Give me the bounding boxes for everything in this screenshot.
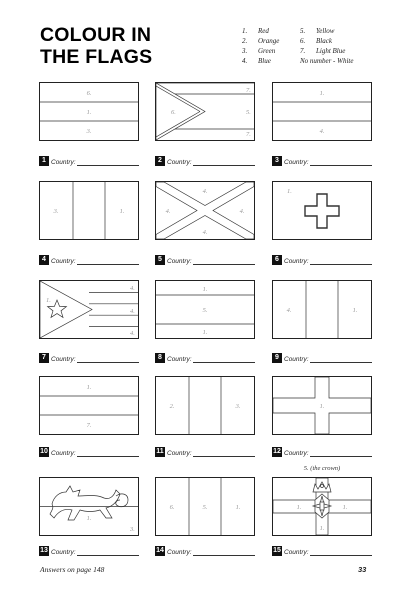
key-item xyxy=(300,26,353,36)
flag-number-badge: 4 xyxy=(39,255,49,265)
country-answer-14[interactable] xyxy=(155,545,255,556)
flag-number-badge: 14 xyxy=(156,547,164,554)
colour-mark: 5. xyxy=(202,307,208,314)
key-number: 5. xyxy=(300,27,306,35)
answer-line[interactable] xyxy=(193,449,255,457)
colour-mark: 1. xyxy=(119,208,125,215)
colour-mark: 4. xyxy=(239,208,245,215)
colour-mark: 1. xyxy=(202,286,208,293)
country-answer-13[interactable] xyxy=(39,545,139,556)
colour-mark: 1. xyxy=(342,504,348,511)
colour-key-column-1 xyxy=(242,26,279,66)
answer-line[interactable] xyxy=(193,257,255,265)
answer-line[interactable] xyxy=(310,257,372,265)
page-number: 33 xyxy=(358,565,367,574)
flag-13-drawing xyxy=(40,478,138,535)
country-answer-3[interactable] xyxy=(272,155,372,166)
country-label: Country: xyxy=(284,549,309,556)
answer-line[interactable] xyxy=(77,355,139,363)
flag-number-badge: 5 xyxy=(155,255,165,265)
key-number: 1. xyxy=(242,27,248,35)
country-label: Country: xyxy=(167,549,192,556)
flag-6-drawing xyxy=(273,182,371,239)
country-answer-8[interactable] xyxy=(155,352,255,363)
flag-12-drawing xyxy=(273,377,371,434)
country-label: Country: xyxy=(167,450,192,457)
flag-5[interactable] xyxy=(155,181,255,240)
flag-number-badge: 8 xyxy=(155,353,165,363)
flag-2-drawing xyxy=(156,83,254,140)
flag-number-badge: 11 xyxy=(156,448,164,455)
colour-mark: 5. xyxy=(246,109,251,116)
flag-11[interactable] xyxy=(155,376,255,435)
colour-mark: 3. xyxy=(86,128,92,135)
flag-14[interactable] xyxy=(155,477,255,536)
colour-mark: 4. xyxy=(319,128,325,135)
country-answer-7[interactable] xyxy=(39,352,139,363)
answer-line[interactable] xyxy=(77,257,139,265)
answer-line[interactable] xyxy=(310,449,372,457)
flag-8-drawing xyxy=(156,281,254,338)
key-label: Black xyxy=(316,37,332,45)
flag-6[interactable] xyxy=(272,181,372,240)
key-item xyxy=(242,36,279,46)
colour-mark: 6. xyxy=(86,90,92,97)
colour-mark: 4. xyxy=(286,307,292,314)
country-label: Country: xyxy=(51,159,76,166)
country-label: Country: xyxy=(284,450,309,457)
flag-1[interactable] xyxy=(39,82,139,141)
colour-mark: 1. xyxy=(86,384,92,391)
flag-9-drawing xyxy=(273,281,371,338)
flag-number-badge: 2 xyxy=(155,156,165,166)
country-answer-2[interactable] xyxy=(155,155,255,166)
flag-number-badge: 12 xyxy=(273,448,281,455)
key-number: 7. xyxy=(300,47,306,55)
answer-line[interactable] xyxy=(77,548,139,556)
answer-line[interactable] xyxy=(193,548,255,556)
answer-line[interactable] xyxy=(77,449,139,457)
answer-line[interactable] xyxy=(77,158,139,166)
flag-number-badge: 15 xyxy=(273,547,281,554)
country-answer-10[interactable] xyxy=(39,446,139,457)
answer-line[interactable] xyxy=(193,355,255,363)
key-label: Blue xyxy=(258,57,271,65)
key-label: Orange xyxy=(258,37,280,45)
flag-number-badge: 7 xyxy=(39,353,49,363)
key-number: 3. xyxy=(242,47,248,55)
country-answer-5[interactable] xyxy=(155,254,255,265)
colour-mark: 4. xyxy=(202,229,208,236)
flag-1-drawing xyxy=(40,83,138,140)
key-item xyxy=(242,46,279,56)
colour-mark: 7. xyxy=(246,131,251,138)
colour-mark: 1. xyxy=(296,504,302,511)
country-answer-9[interactable] xyxy=(272,352,372,363)
answers-reference: Answers on page 148 xyxy=(40,565,105,574)
colour-mark: 1. xyxy=(287,188,292,195)
country-label: Country: xyxy=(284,159,309,166)
flag-number-badge: 10 xyxy=(40,448,48,455)
colour-mark: 1. xyxy=(352,307,358,314)
flag-5-drawing xyxy=(156,182,254,239)
flag-10-drawing xyxy=(40,377,138,434)
country-label: Country: xyxy=(51,258,76,265)
flag-number-badge: 3 xyxy=(272,156,282,166)
colour-mark: 4. xyxy=(130,330,135,337)
key-label: Red xyxy=(258,27,269,35)
flag-number-badge: 1 xyxy=(39,156,49,166)
flag-number-badge: 6 xyxy=(272,255,282,265)
country-answer-6[interactable] xyxy=(272,254,372,265)
flag-11-drawing xyxy=(156,377,254,434)
flag-10[interactable] xyxy=(39,376,139,435)
key-number: 4. xyxy=(242,57,248,65)
colour-mark: 1. xyxy=(46,297,51,304)
country-answer-15[interactable] xyxy=(272,545,372,556)
colour-mark: 4. xyxy=(130,285,135,292)
flag-13[interactable] xyxy=(39,477,139,536)
colour-mark: 1. xyxy=(319,525,325,532)
colour-mark: 1. xyxy=(86,109,92,116)
key-item xyxy=(300,46,353,56)
flag-9[interactable] xyxy=(272,280,372,339)
colour-mark: 5. xyxy=(202,504,208,511)
flag-number-badge: 9 xyxy=(272,353,282,363)
crown-note: 5. (the crown) xyxy=(303,465,341,472)
key-label: Light Blue xyxy=(316,47,346,55)
flag-3[interactable] xyxy=(272,82,372,141)
colour-mark: 6. xyxy=(171,109,176,116)
flag-4-drawing xyxy=(40,182,138,239)
colour-mark: 1. xyxy=(86,515,92,522)
title-line-2: THE FLAGS xyxy=(40,46,153,68)
answer-line[interactable] xyxy=(310,548,372,556)
flag-3-drawing xyxy=(273,83,371,140)
country-answer-1[interactable] xyxy=(39,155,139,166)
colour-mark: 7. xyxy=(86,422,92,429)
colour-key-column-2 xyxy=(300,26,353,66)
colour-mark: 6. xyxy=(169,504,175,511)
country-label: Country: xyxy=(167,159,192,166)
key-item xyxy=(242,26,279,36)
key-number: 6. xyxy=(300,37,306,45)
title-line-1: COLOUR IN xyxy=(40,24,152,46)
country-label: Country: xyxy=(284,356,309,363)
colour-mark: 3. xyxy=(53,208,59,215)
colour-mark: 3. xyxy=(235,403,241,410)
colour-mark: 1. xyxy=(202,329,208,336)
colour-mark: 4. xyxy=(165,208,171,215)
country-answer-11[interactable] xyxy=(155,446,255,457)
flag-8[interactable] xyxy=(155,280,255,339)
colour-mark: 1. xyxy=(319,403,325,410)
country-label: Country: xyxy=(167,258,192,265)
key-item xyxy=(300,36,353,46)
answer-line[interactable] xyxy=(193,158,255,166)
page-title xyxy=(40,24,152,68)
country-answer-12[interactable] xyxy=(272,446,372,457)
answer-line[interactable] xyxy=(310,158,372,166)
flag-7[interactable] xyxy=(39,280,139,339)
flag-14-drawing xyxy=(156,478,254,535)
country-label: Country: xyxy=(167,356,192,363)
key-no-number: No number - White xyxy=(300,57,354,65)
key-number: 2. xyxy=(242,37,248,45)
flag-number-badge: 13 xyxy=(40,547,48,554)
country-label: Country: xyxy=(284,258,309,265)
colour-mark: 3. xyxy=(130,526,135,533)
flag-4[interactable] xyxy=(39,181,139,240)
colour-mark: 4. xyxy=(130,308,135,315)
colour-mark: 1. xyxy=(319,90,325,97)
country-label: Country: xyxy=(51,549,76,556)
flag-15-drawing xyxy=(273,478,371,535)
key-label: Yellow xyxy=(316,27,335,35)
colour-mark: 7. xyxy=(246,87,251,94)
colour-mark: 2. xyxy=(169,403,175,410)
flag-7-drawing xyxy=(40,281,138,338)
country-label: Country: xyxy=(51,450,76,457)
country-label: Country: xyxy=(51,356,76,363)
flag-2[interactable] xyxy=(155,82,255,141)
colour-mark: 4. xyxy=(202,188,208,195)
answer-line[interactable] xyxy=(310,355,372,363)
flag-15[interactable] xyxy=(272,477,372,536)
colour-mark: 1. xyxy=(235,504,241,511)
flag-12[interactable] xyxy=(272,376,372,435)
key-item xyxy=(242,56,279,66)
key-label: Green xyxy=(258,47,276,55)
country-answer-4[interactable] xyxy=(39,254,139,265)
